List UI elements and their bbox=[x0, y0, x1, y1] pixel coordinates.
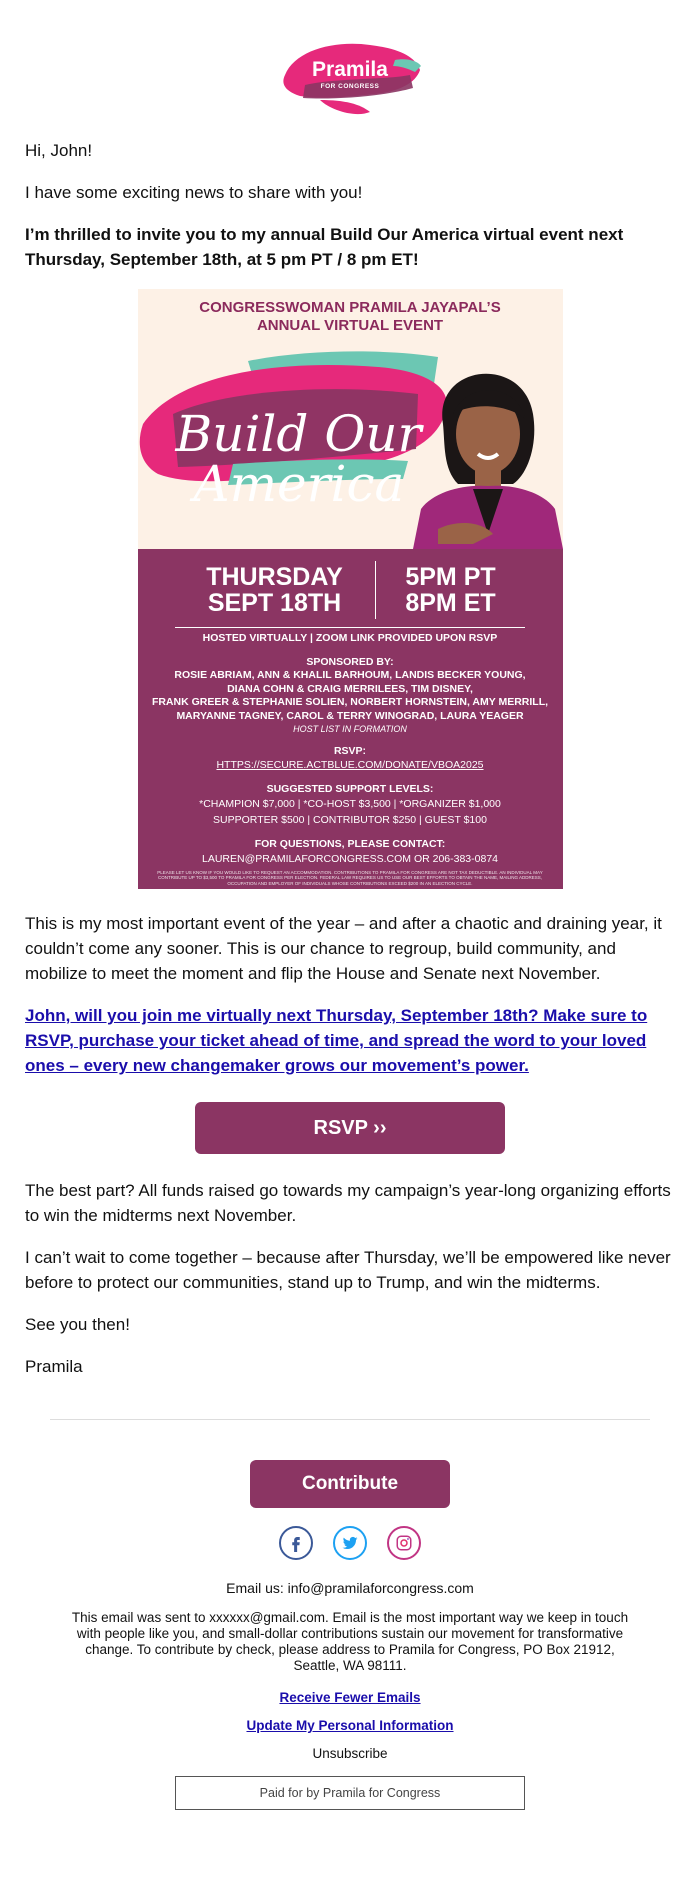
body-paragraph: This is my most important event of the year – and after a chaotic and draining year, it couldn’t come any sooner. This is our chance to regroup, build community, and mobilize to meet the moment and flip the House and Senate next November. bbox=[25, 914, 662, 983]
flyer-time bbox=[376, 564, 526, 616]
contribute-button[interactable]: Contribute bbox=[250, 1460, 450, 1508]
footer-notice: This email was sent to xxxxxx@gmail.com. Email is the most important way we keep in touch with people like you, and small-dollar contributions sustain our movement for transformative change. To contribute by check, please address to Pramila for Congress, PO Box 21912, Seattle, WA 98111. bbox=[71, 1610, 629, 1673]
flyer-date-time bbox=[138, 549, 563, 621]
flyer-title bbox=[175, 405, 422, 513]
logo-area bbox=[0, 0, 700, 138]
flyer-sponsor-line: DIANA COHN & CRAIG MERRILEES, TIM DISNEY, bbox=[227, 682, 473, 695]
flyer-hosted: HOSTED VIRTUALLY | ZOOM LINK PROVIDED UPON RSVP bbox=[202, 632, 498, 644]
footer-divider bbox=[50, 1419, 650, 1420]
flyer-paid-by: PAID FOR BY PRAMILA FOR CONGRESS bbox=[300, 893, 401, 902]
body-paragraph: The best part? All funds raised go towards my campaign’s year-long organizing efforts to win the midterms next November. bbox=[25, 1181, 671, 1225]
flyer-questions-label: FOR QUESTIONS, PLEASE CONTACT: bbox=[254, 838, 446, 850]
flyer-contact: LAUREN@PRAMILAFORCONGRESS.COM OR 206-383-0874 bbox=[202, 852, 498, 865]
social-links bbox=[0, 1526, 700, 1560]
greeting: Hi, John! bbox=[25, 141, 93, 160]
signature: Pramila bbox=[25, 1357, 83, 1376]
flyer-support-label: SUGGESTED SUPPORT LEVELS: bbox=[266, 782, 434, 795]
message-content bbox=[0, 138, 700, 1379]
flyer-sponsor-line: FRANK GREER & STEPHANIE SOLIEN, NORBERT HORNSTEIN, AMY MERRILL, bbox=[151, 696, 549, 708]
intro-text: I have some exciting news to share with you! bbox=[25, 183, 363, 202]
twitter-icon[interactable] bbox=[333, 1526, 367, 1560]
receive-fewer-emails-link[interactable]: Receive Fewer Emails bbox=[279, 1690, 421, 1705]
flyer-sponsored-label: SPONSORED BY: bbox=[306, 655, 394, 668]
flyer-sponsor-line: ROSIE ABRIAM, ANN & KHALIL BARHOUM, LANDIS BECKER YOUNG, bbox=[174, 669, 526, 681]
flyer-support-line1: *CHAMPION $7,000 | *CO-HOST $3,500 | *ORGANIZER $1,000 bbox=[199, 798, 501, 810]
flyer-title-line2: America bbox=[193, 455, 405, 513]
event-flyer[interactable] bbox=[138, 289, 563, 900]
flyer-details bbox=[138, 549, 563, 900]
update-personal-info-link[interactable]: Update My Personal Information bbox=[246, 1718, 454, 1733]
signoff: See you then! bbox=[25, 1315, 130, 1334]
rsvp-button[interactable]: RSVP ›› bbox=[195, 1102, 505, 1154]
logo-name: Pramila bbox=[312, 58, 388, 81]
instagram-icon[interactable] bbox=[387, 1526, 421, 1560]
flyer-day bbox=[175, 564, 375, 616]
facebook-icon[interactable] bbox=[279, 1526, 313, 1560]
portrait-image bbox=[413, 344, 563, 549]
facebook-glyph-icon bbox=[287, 1534, 305, 1552]
flyer-sponsor-line: MARYANNE TAGNEY, CAROL & TERRY WINOGRAD, LAURA YEAGER bbox=[176, 709, 524, 722]
flyer-divider bbox=[175, 627, 525, 628]
flyer-fineprint: PLEASE LET US KNOW IF YOU WOULD LIKE TO REQUEST AN ACCOMMODATION. CONTRIBUTIONS TO PRAMILA FOR CONGRESS ARE NOT TAX DEDUCTIBLE. AN INDIVIDUAL MAY CONTRIBUTE UP TO $3,500 TO PRAMILA FOR CONGRESS PER ELECTION. FEDERAL LAW REQUIRES US TO USE OUR BEST EFFORTS TO OBTAIN THE NAME, MAILING ADDRESS, OCCUPATION AND EMPLOYER OF INDIVIDUALS WHOSE CONTRIBUTIONS EXCEED $200 IN AN ELECTION CYCLE. bbox=[157, 869, 543, 886]
unsubscribe-link[interactable]: Unsubscribe bbox=[312, 1746, 388, 1761]
paid-for-disclaimer: Paid for by Pramila for Congress bbox=[175, 1776, 525, 1810]
footer bbox=[0, 1460, 700, 1810]
footer-email: Email us: info@pramilaforcongress.com bbox=[226, 1580, 474, 1596]
instagram-camera-icon bbox=[395, 1534, 413, 1552]
flyer-day-line1: THURSDAY bbox=[206, 563, 343, 591]
flyer-header-line1: CONGRESSWOMAN PRAMILA JAYAPAL’S bbox=[199, 299, 501, 316]
flyer-rsvp-url: HTTPS://SECURE.ACTBLUE.COM/DONATE/VBOA2025 bbox=[216, 758, 484, 771]
flyer-rsvp-label: RSVP: bbox=[333, 745, 367, 757]
rsvp-call-to-action-link[interactable]: John, will you join me virtually next Thursday, September 18th? Make sure to RSVP, purchase your ticket ahead of time, and spread the word to your loved ones – every new changemaker grows our movement’s power. bbox=[25, 1006, 648, 1075]
flyer-time-line2: 8PM ET bbox=[405, 589, 496, 617]
flyer-day-line2: SEPT 18TH bbox=[207, 589, 342, 617]
campaign-logo[interactable] bbox=[275, 30, 425, 130]
flyer-header-line2: ANNUAL VIRTUAL EVENT bbox=[256, 317, 444, 334]
body-paragraph: I can’t wait to come together – because after Thursday, we’ll be empowered like never before to protect our communities, stand up to Trump, and win the midterms. bbox=[25, 1248, 671, 1292]
flyer-time-line1: 5PM PT bbox=[405, 563, 496, 591]
invite-text: I’m thrilled to invite you to my annual Build Our America virtual event next Thursday, September 18th, at 5 pm PT / 8 pm ET! bbox=[25, 225, 624, 269]
flyer-host-note: HOST LIST IN FORMATION bbox=[293, 724, 407, 734]
twitter-bird-icon bbox=[341, 1534, 359, 1552]
logo-subtitle: FOR CONGRESS bbox=[320, 83, 380, 90]
flyer-top bbox=[138, 289, 563, 549]
flyer-support-line2: SUPPORTER $500 | CONTRIBUTOR $250 | GUEST $100 bbox=[213, 814, 487, 826]
flyer-title-line1: Build Our bbox=[175, 405, 422, 463]
